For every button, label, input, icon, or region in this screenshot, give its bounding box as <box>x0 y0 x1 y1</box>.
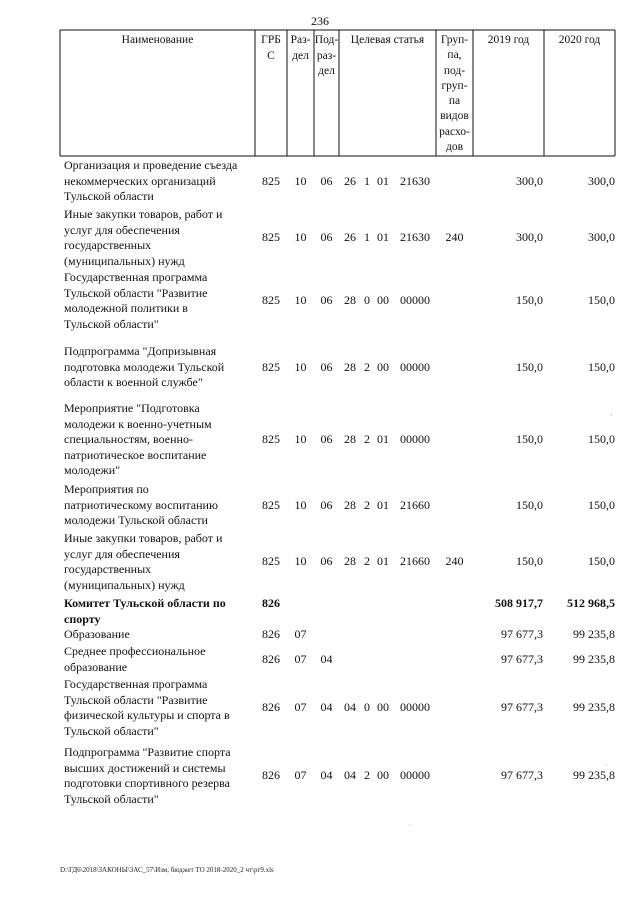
row-name: Подпрограмма "Развитие спорта высших достижений и системы подготовки спортивного резерва Тульской области" <box>64 745 231 806</box>
cell-value-2020: 99 235,8 <box>573 700 615 715</box>
cell-grbs: 825 <box>262 173 280 188</box>
cell-grbs: 826 <box>262 651 280 666</box>
cell-razdel: 07 <box>294 627 307 641</box>
cell-podrazdel: 04 <box>320 700 333 715</box>
row-name: Мероприятие "Подготовка молодежи к военно-учетным специальностям, военно- патриотическое воспитание молодежи" <box>64 401 212 477</box>
cell-value-2020: 150,0 <box>588 554 615 569</box>
header-razdel: Раз- дел <box>290 34 311 62</box>
cell-podrazdel: 06 <box>320 432 333 446</box>
cell-value-2019: 150,0 <box>516 432 543 446</box>
cell-value-2019: 97 677,3 <box>501 651 543 666</box>
cell-razdel: 10 <box>294 554 307 569</box>
cell-target-event: 01 <box>377 432 389 446</box>
cell-podrazdel: 04 <box>320 768 333 783</box>
cell-target-direction: 00000 <box>400 432 430 446</box>
cell-value-2020: 150,0 <box>588 432 615 446</box>
row-name: Иные закупки товаров, работ и услуг для обеспечения государственных (муниципальных) нужд <box>64 207 223 268</box>
cell-grbs: 825 <box>262 497 280 512</box>
cell-expense-group: 240 <box>445 230 464 245</box>
cell-value-2020: 99 235,8 <box>573 768 615 783</box>
cell-grbs: 826 <box>262 596 280 610</box>
cell-target-direction: 00000 <box>400 293 430 308</box>
scan-mark: · <box>408 820 411 830</box>
cell-target-subprogram: 2 <box>364 554 370 569</box>
cell-value-2020: 150,0 <box>588 497 615 512</box>
cell-razdel: 07 <box>294 700 307 715</box>
cell-value-2019: 150,0 <box>516 359 543 374</box>
cell-target-direction: 21630 <box>400 230 430 245</box>
row-name: Подпрограмма "Допризывная подготовка молодежи Тульской области к военной службе" <box>64 344 225 389</box>
header-name: Наименование <box>121 34 194 46</box>
cell-podrazdel: 06 <box>320 173 333 188</box>
cell-value-2019: 97 677,3 <box>501 627 543 641</box>
row-name: Государственная программа Тульской области "Развитие физической культуры и спорта в Тульской области" <box>64 677 230 738</box>
cell-target-program: 04 <box>344 768 356 783</box>
cell-grbs: 826 <box>262 627 280 641</box>
row-name: Образование <box>64 627 130 641</box>
cell-target-program: 28 <box>344 359 356 374</box>
cell-razdel: 10 <box>294 230 307 245</box>
cell-expense-group: 240 <box>445 554 464 569</box>
cell-grbs: 826 <box>262 768 280 783</box>
cell-target-event: 01 <box>377 497 389 512</box>
cell-target-direction: 21630 <box>400 173 430 188</box>
cell-podrazdel: 06 <box>320 497 333 512</box>
cell-target-event: 01 <box>377 230 389 245</box>
cell-target-subprogram: 1 <box>364 230 370 245</box>
cell-value-2020: 300,0 <box>588 230 615 245</box>
cell-target-direction: 00000 <box>400 700 430 715</box>
file-path-footer: D:\ГД6\2018\ЗАКОНЫ\ЗАС_57\Изм, бюджет ТО 2018-2020_2 чт\рг9.xls <box>60 866 274 874</box>
header-grbs: ГРБ С <box>261 34 281 62</box>
cell-target-subprogram: 1 <box>364 173 370 188</box>
cell-target-program: 26 <box>344 230 356 245</box>
cell-target-subprogram: 2 <box>364 497 370 512</box>
cell-value-2019: 150,0 <box>516 554 543 569</box>
cell-target-program: 28 <box>344 554 356 569</box>
cell-target-program: 04 <box>344 700 356 715</box>
header-expense-groups: Груп- па, под- груп- па видов расхо- дов <box>439 34 470 154</box>
cell-grbs: 825 <box>262 359 280 374</box>
cell-target-subprogram: 0 <box>364 293 370 308</box>
scan-mark: · <box>610 410 613 420</box>
cell-razdel: 10 <box>294 497 307 512</box>
cell-target-event: 01 <box>377 173 389 188</box>
cell-target-direction: 00000 <box>400 768 430 783</box>
cell-target-subprogram: 0 <box>364 700 370 715</box>
cell-grbs: 826 <box>262 700 280 715</box>
cell-value-2020: 300,0 <box>588 173 615 188</box>
cell-value-2020: 99 235,8 <box>573 627 615 641</box>
cell-target-event: 00 <box>377 293 389 308</box>
cell-razdel: 10 <box>294 173 307 188</box>
cell-podrazdel: 06 <box>320 554 333 569</box>
cell-value-2020: 512 968,5 <box>567 596 615 610</box>
cell-value-2019: 300,0 <box>516 230 543 245</box>
cell-razdel: 10 <box>294 359 307 374</box>
cell-value-2020: 150,0 <box>588 359 615 374</box>
row-name: Иные закупки товаров, работ и услуг для обеспечения государственных (муниципальных) нужд <box>64 531 223 592</box>
cell-razdel: 07 <box>294 768 307 783</box>
row-name: Организация и проведение съезда некоммерческих организаций Тульской области <box>64 158 238 203</box>
header-2020: 2020 год <box>558 34 601 46</box>
header-2019: 2019 год <box>487 34 530 46</box>
cell-razdel: 10 <box>294 293 307 308</box>
cell-podrazdel: 06 <box>320 230 333 245</box>
row-name: Государственная программа Тульской области "Развитие молодежной политики в Тульской области" <box>64 270 208 331</box>
cell-target-direction: 00000 <box>400 359 430 374</box>
row-name: Мероприятия по патриотическому воспитанию молодежи Тульской области <box>64 482 218 527</box>
cell-podrazdel: 04 <box>320 651 333 666</box>
cell-value-2019: 97 677,3 <box>501 700 543 715</box>
cell-value-2019: 300,0 <box>516 173 543 188</box>
cell-target-subprogram: 2 <box>364 359 370 374</box>
scan-mark: · <box>605 760 608 770</box>
header-podrazdel: Под- раз- дел <box>314 34 339 77</box>
cell-target-direction: 21660 <box>400 497 430 512</box>
cell-value-2020: 150,0 <box>588 293 615 308</box>
cell-target-event: 00 <box>377 359 389 374</box>
cell-razdel: 07 <box>294 651 307 666</box>
cell-podrazdel: 06 <box>320 359 333 374</box>
cell-target-program: 28 <box>344 293 356 308</box>
row-name: Среднее профессиональное образование <box>64 644 206 674</box>
cell-value-2019: 150,0 <box>516 293 543 308</box>
cell-target-program: 28 <box>344 497 356 512</box>
row-name: Комитет Тульской области по спорту <box>64 596 226 626</box>
cell-value-2019: 508 917,7 <box>495 596 543 610</box>
cell-razdel: 10 <box>294 432 307 446</box>
page-number: 236 <box>311 14 329 28</box>
cell-target-event: 00 <box>377 768 389 783</box>
cell-grbs: 825 <box>262 554 280 569</box>
cell-grbs: 825 <box>262 230 280 245</box>
cell-value-2019: 97 677,3 <box>501 768 543 783</box>
cell-target-event: 01 <box>377 554 389 569</box>
cell-value-2020: 99 235,8 <box>573 651 615 666</box>
cell-target-program: 28 <box>344 432 356 446</box>
cell-target-subprogram: 2 <box>364 432 370 446</box>
header-target-article: Целевая статья <box>350 34 425 46</box>
cell-target-program: 26 <box>344 173 356 188</box>
cell-value-2019: 150,0 <box>516 497 543 512</box>
cell-podrazdel: 06 <box>320 293 333 308</box>
cell-grbs: 825 <box>262 293 280 308</box>
cell-grbs: 825 <box>262 432 280 446</box>
cell-target-direction: 21660 <box>400 554 430 569</box>
cell-target-subprogram: 2 <box>364 768 370 783</box>
cell-target-event: 00 <box>377 700 389 715</box>
